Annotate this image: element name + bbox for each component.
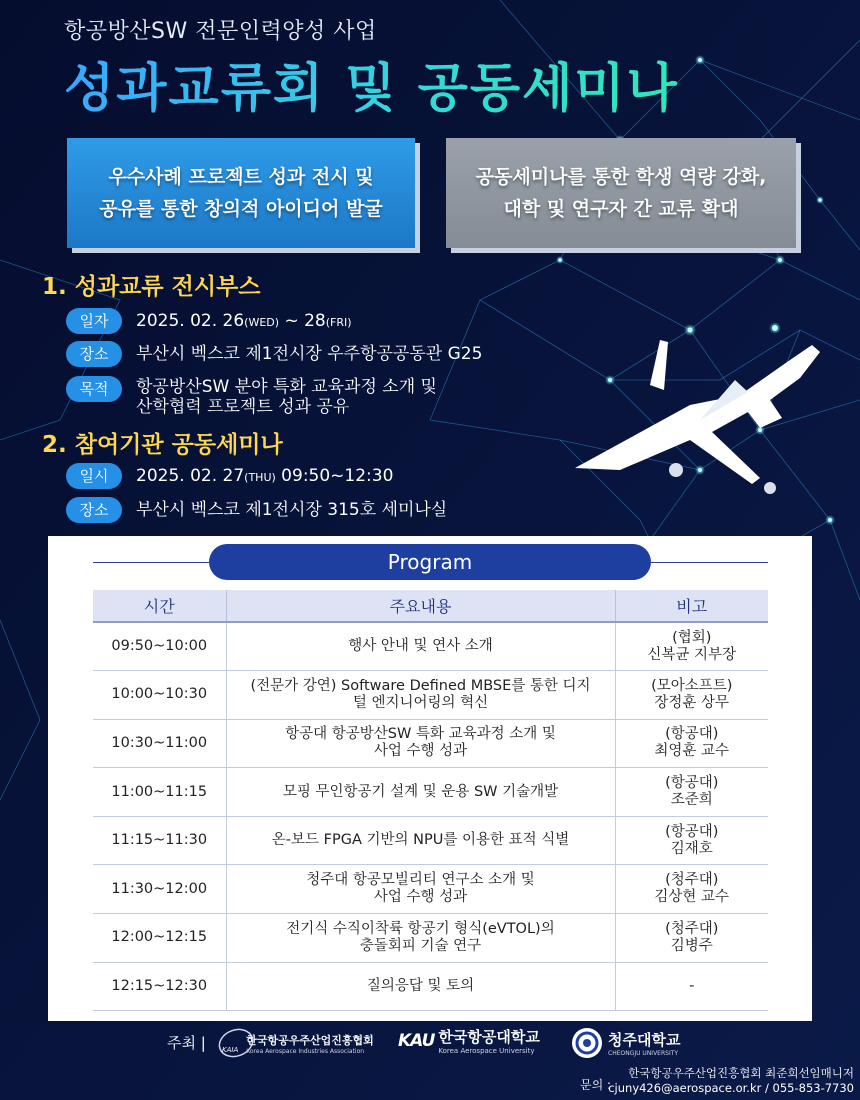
program-divider-left <box>93 562 209 563</box>
date-value: 2025. 02. 26(WED) ~ 28(FRI) <box>136 311 352 331</box>
schedule-time: 10:30~11:00 <box>93 719 226 768</box>
table-header-row <box>93 590 768 622</box>
schedule-time: 10:00~10:30 <box>93 671 226 720</box>
schedule-time: 12:15~12:30 <box>93 962 226 1011</box>
schedule-content-line: 충돌회피 기술 연구 <box>359 937 482 954</box>
info-row-place <box>66 341 482 367</box>
contact-line: 한국항공우주산업진흥협회 최준희선임매니저 <box>628 1066 854 1080</box>
program-divider-right <box>651 562 768 563</box>
page-subtitle: 항공방산SW 전문인력양성 사업 <box>64 19 377 44</box>
section-heading-seminar: 2. 참여기관 공동세미나 <box>42 432 283 458</box>
schedule-note-line: 신복균 지부장 <box>647 646 737 663</box>
schedule-note <box>615 768 768 817</box>
purpose-label-badge: 목적 <box>66 376 122 402</box>
footer <box>0 1024 860 1100</box>
kau-logo-icon: KAU <box>398 1030 435 1051</box>
schedule-note <box>615 816 768 865</box>
schedule-content-line: 전기식 수직이착륙 항공기 형식(eVTOL)의 <box>286 920 555 937</box>
goal-box-exhibition <box>67 138 415 248</box>
schedule-note-line: (항공대) <box>665 726 719 743</box>
schedule-time: 11:30~12:00 <box>93 865 226 914</box>
schedule-content-line: 털 엔지니어링의 혁신 <box>352 694 489 711</box>
kaia-mark: KAIA <box>222 1046 239 1054</box>
schedule-content-line: 청주대 항공모빌리티 연구소 소개 및 <box>306 872 535 889</box>
cheongju-logo <box>570 1026 680 1060</box>
schedule-note-line: (항공대) <box>665 775 719 792</box>
column-header-content: 주요내용 <box>226 590 615 622</box>
schedule-content <box>226 622 615 671</box>
schedule-content-line: 사업 수행 성과 <box>373 889 468 906</box>
column-header-note: 비고 <box>615 590 768 622</box>
kau-name-en: Korea Aerospace University <box>438 1047 535 1055</box>
program-panel <box>48 536 812 1021</box>
schedule-content-line: (전문가 강연) Software Defined MBSE를 통한 디지 <box>250 677 591 694</box>
schedule-content <box>226 768 615 817</box>
info-row-purpose <box>66 376 437 417</box>
schedule-time: 12:00~12:15 <box>93 914 226 963</box>
info-row-date <box>66 308 352 335</box>
table-row <box>93 816 768 865</box>
table-row <box>93 865 768 914</box>
schedule-note-line: (모아소프트) <box>651 677 733 694</box>
table-row <box>93 768 768 817</box>
table-row <box>93 914 768 963</box>
schedule-content <box>226 671 615 720</box>
cheongju-logo-icon <box>570 1026 604 1060</box>
schedule-note-line: 최영훈 교수 <box>654 743 730 760</box>
section-heading-exhibition: 1. 성과교류 전시부스 <box>42 274 261 300</box>
schedule-note <box>615 719 768 768</box>
datetime-value: 2025. 02. 27(THU) 09:50~12:30 <box>136 466 394 486</box>
schedule-content-line: 행사 안내 및 연사 소개 <box>348 638 493 655</box>
info-row-datetime <box>66 463 393 490</box>
purpose-value: 항공방산SW 분야 특화 교육과정 소개 및 산학협력 프로젝트 성과 공유 <box>136 377 437 417</box>
schedule-note-line: 김상현 교수 <box>654 889 730 906</box>
schedule-note <box>615 962 768 1011</box>
column-header-time: 시간 <box>93 590 226 622</box>
kau-name: 한국항공대학교 <box>438 1028 540 1046</box>
host-label: 주최 | <box>167 1034 206 1052</box>
schedule-content <box>226 719 615 768</box>
schedule-note <box>615 622 768 671</box>
kaia-name: 한국항공우주산업진흥협회 <box>246 1033 374 1047</box>
schedule-content <box>226 914 615 963</box>
schedule-note-line: 김재호 <box>670 840 713 857</box>
kau-logo <box>398 1026 540 1055</box>
place-label-badge: 장소 <box>66 341 122 367</box>
schedule-time: 11:00~11:15 <box>93 768 226 817</box>
schedule-content <box>226 865 615 914</box>
page-title: 성과교류회 및 공동세미나 <box>64 46 679 121</box>
schedule-note-line: (항공대) <box>665 823 719 840</box>
schedule-note <box>615 865 768 914</box>
schedule-content-line: 항공대 항공방산SW 특화 교육과정 소개 및 <box>285 726 556 743</box>
schedule-note-line: 조준희 <box>670 792 713 809</box>
kaia-logo <box>216 1026 374 1060</box>
table-row <box>93 719 768 768</box>
place-value: 부산시 벡스코 제1전시장 우주항공공동관 G25 <box>136 344 483 364</box>
date-label-badge: 일자 <box>66 308 122 334</box>
goal-line: 대학 및 연구자 간 교류 확대 <box>503 198 739 220</box>
datetime-label-badge: 일시 <box>66 463 122 489</box>
goal-line: 공동세미나를 통한 학생 역량 강화, <box>475 165 767 188</box>
goal-box-seminar <box>446 138 796 248</box>
table-row <box>93 671 768 720</box>
schedule-note-line: (협회) <box>672 629 712 646</box>
kaia-name-en: Korea Aerospace Industries Association <box>246 1047 365 1055</box>
schedule-content-line: 질의응답 및 토의 <box>366 977 475 994</box>
table-row <box>93 962 768 1011</box>
cheongju-name: 청주대학교 <box>608 1031 681 1049</box>
schedule-content <box>226 816 615 865</box>
schedule-note <box>615 671 768 720</box>
cheongju-name-en: CHEONGJU UNIVERSITY <box>608 1050 679 1057</box>
program-table <box>93 590 768 1011</box>
schedule-content <box>226 962 615 1011</box>
program-title: Program <box>209 544 651 580</box>
contact-info <box>608 1066 854 1096</box>
seminar-place-label-badge: 장소 <box>66 497 122 523</box>
schedule-content-line: 온-보드 FPGA 기반의 NPU를 이용한 표적 식별 <box>271 832 570 849</box>
schedule-note-line: 김병주 <box>670 937 713 954</box>
schedule-time: 11:15~11:30 <box>93 816 226 865</box>
schedule-note-line: 장정훈 상무 <box>654 694 730 711</box>
goal-line: 우수사례 프로젝트 성과 전시 및 <box>108 165 374 188</box>
schedule-content-line: 사업 수행 성과 <box>373 743 468 760</box>
seminar-place-value: 부산시 벡스코 제1전시장 315호 세미나실 <box>136 500 448 520</box>
schedule-note <box>615 914 768 963</box>
schedule-time: 09:50~10:00 <box>93 622 226 671</box>
schedule-note-line: (청주대) <box>665 872 719 889</box>
info-row-seminar-place <box>66 497 447 523</box>
schedule-note-line: - <box>689 977 695 994</box>
contact-label: 문의 : <box>580 1078 612 1092</box>
schedule-note-line: (청주대) <box>665 920 719 937</box>
contact-email: cjuny426@aerospace.or.kr / 055-853-7730 <box>608 1081 854 1095</box>
table-row <box>93 622 768 671</box>
goal-line: 공유를 통한 창의적 아이디어 발굴 <box>99 198 383 220</box>
schedule-content-line: 모핑 무인항공기 설계 및 운용 SW 기술개발 <box>282 783 559 800</box>
